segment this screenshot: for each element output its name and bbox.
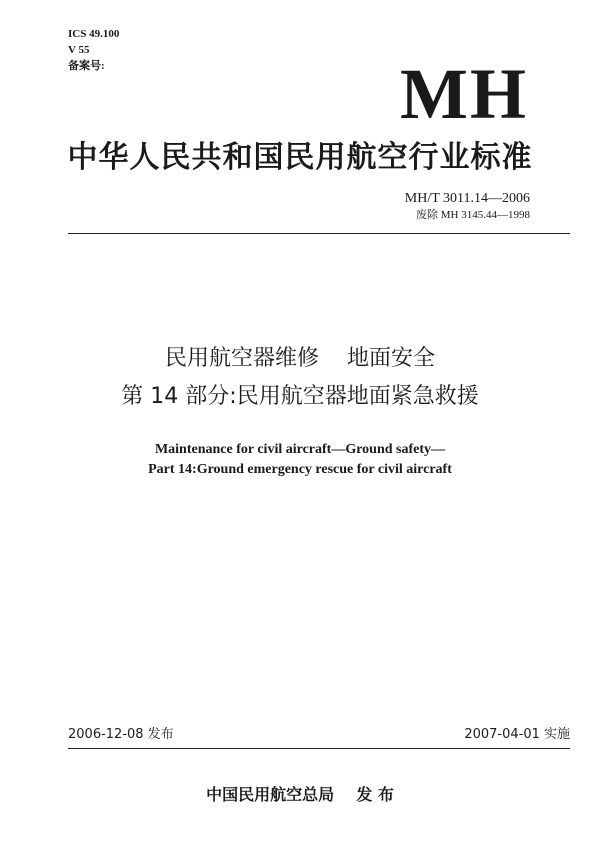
english-title-line-2: Part 14:Ground emergency rescue for civil aircraft xyxy=(148,462,452,477)
issue-date: 2006-12-08 发布 xyxy=(68,727,174,742)
ics-code: ICS 49.100 xyxy=(68,28,120,40)
standard-title: 中华人民共和国民用航空行业标准 xyxy=(67,140,533,175)
top-divider xyxy=(68,233,570,234)
effective-date: 2007-04-01 实施 xyxy=(464,727,570,742)
english-title xyxy=(0,440,600,480)
replaces-note: 废除 MH 3145.44—1998 xyxy=(416,209,530,221)
mh-logo: MH xyxy=(400,54,528,134)
chinese-title xyxy=(0,340,600,416)
category-code: V 55 xyxy=(68,44,90,56)
standard-number: MH/T 3011.14—2006 xyxy=(404,191,530,206)
chinese-title-line-2: 第 14 部分:民用航空器地面紧急救援 xyxy=(121,384,479,409)
bottom-divider xyxy=(68,748,570,749)
classification-block xyxy=(68,26,119,74)
issuer: 中国民用航空总局 发 布 xyxy=(206,785,394,804)
record-number: 备案号: xyxy=(68,60,105,72)
english-title-line-1: Maintenance for civil aircraft—Ground safety— xyxy=(154,442,446,457)
standard-number-block xyxy=(405,190,530,222)
chinese-title-line-1: 民用航空器维修 地面安全 xyxy=(165,346,435,371)
